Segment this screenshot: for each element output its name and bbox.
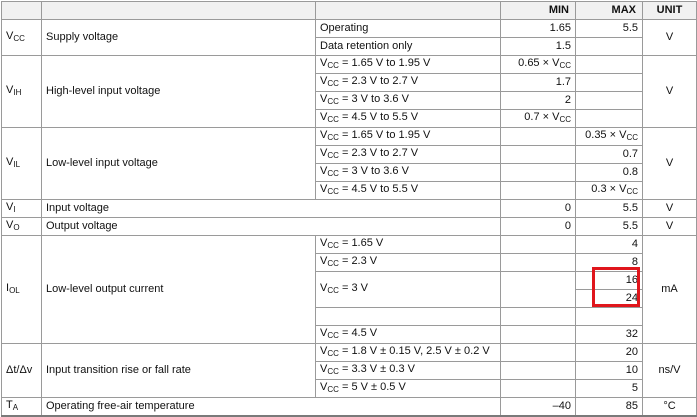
table-row	[2, 56, 697, 74]
dtdv-condition: $V_{CC} = 3.3$ V ± 0.3 V	[316, 362, 501, 380]
dtdv-min	[501, 380, 576, 398]
iol-min	[501, 254, 576, 272]
vil-condition: $V_{CC} = 4.5$ V to 5.5 V	[316, 182, 501, 200]
iol-condition: $V_{CC} = 3$ V	[316, 272, 501, 308]
vih-condition: $V_{CC} = 2.3$ V to 2.7 V	[316, 74, 501, 92]
vcc-symbol: $V_{CC}$	[2, 20, 42, 56]
vih-min: 1.7	[501, 74, 576, 92]
vcc-max: 5.5	[576, 20, 643, 38]
iol-max: 24	[576, 290, 643, 308]
vil-max: 0.7	[576, 146, 643, 164]
header-max: MAX	[576, 2, 643, 20]
iol-min	[501, 272, 576, 308]
header-parameter-cell	[42, 2, 316, 20]
vih-condition: $V_{CC} = 3$ V to 3.6 V	[316, 92, 501, 110]
vih-parameter: High-level input voltage	[42, 56, 316, 128]
ta-unit: °C	[643, 398, 697, 417]
vih-symbol: $V_{IH}$	[2, 56, 42, 128]
iol-min	[501, 236, 576, 254]
iol-symbol: $I_{OL}$	[2, 236, 42, 344]
dtdv-min	[501, 344, 576, 362]
vih-unit: V	[643, 56, 697, 128]
table-row	[2, 398, 697, 417]
table-row	[2, 128, 697, 146]
vi-unit: V	[643, 200, 697, 218]
iol-condition: $V_{CC} = 2.3$ V	[316, 254, 501, 272]
dtdv-max: 10	[576, 362, 643, 380]
vil-min	[501, 182, 576, 200]
vo-unit: V	[643, 218, 697, 236]
table-row	[2, 20, 697, 38]
table-row	[2, 200, 697, 218]
vih-min: $0.7 \times V_{CC}$	[501, 110, 576, 128]
iol-max	[576, 308, 643, 326]
vil-condition: $V_{CC} = 1.65$ V to 1.95 V	[316, 128, 501, 146]
header-symbol-cell	[2, 2, 42, 20]
dtdv-parameter: Input transition rise or fall rate	[42, 344, 316, 398]
vo-max: 5.5	[576, 218, 643, 236]
vcc-condition: Operating	[316, 20, 501, 38]
vih-max	[576, 56, 643, 74]
vi-min: 0	[501, 200, 576, 218]
iol-unit: mA	[643, 236, 697, 344]
vil-max: 0.8	[576, 164, 643, 182]
vil-condition: $V_{CC} = 3$ V to 3.6 V	[316, 164, 501, 182]
dtdv-symbol: Δt/Δv	[2, 344, 42, 398]
vcc-min: 1.65	[501, 20, 576, 38]
vil-unit: V	[643, 128, 697, 200]
vil-parameter: Low-level input voltage	[42, 128, 316, 200]
iol-condition	[316, 308, 501, 326]
dtdv-min	[501, 362, 576, 380]
vih-max	[576, 74, 643, 92]
ta-symbol: $T_A$	[2, 398, 42, 417]
table-row	[2, 218, 697, 236]
dtdv-unit: ns/V	[643, 344, 697, 398]
ta-parameter: Operating free-air temperature	[42, 398, 501, 417]
vo-min: 0	[501, 218, 576, 236]
vil-min	[501, 164, 576, 182]
table-row	[2, 236, 697, 254]
iol-max: 8	[576, 254, 643, 272]
vih-max	[576, 92, 643, 110]
vil-condition: $V_{CC} = 2.3$ V to 2.7 V	[316, 146, 501, 164]
iol-condition: $V_{CC} = 1.65$ V	[316, 236, 501, 254]
iol-min	[501, 326, 576, 344]
vi-max: 5.5	[576, 200, 643, 218]
recommended-operating-conditions-table	[1, 1, 697, 417]
vil-max: $0.35 \times V_{CC}$	[576, 128, 643, 146]
vil-min	[501, 146, 576, 164]
vil-max: $0.3 \times V_{CC}$	[576, 182, 643, 200]
header-unit: UNIT	[643, 2, 697, 20]
table-row	[2, 344, 697, 362]
vil-symbol: $V_{IL}$	[2, 128, 42, 200]
vih-min: $0.65 \times V_{CC}$	[501, 56, 576, 74]
vo-symbol: $V_O$	[2, 218, 42, 236]
ta-min: –40	[501, 398, 576, 417]
vcc-max	[576, 38, 643, 56]
iol-condition: $V_{CC} = 4.5$ V	[316, 326, 501, 344]
vcc-condition: Data retention only	[316, 38, 501, 56]
vih-condition: $V_{CC} = 4.5$ V to 5.5 V	[316, 110, 501, 128]
header-min: MIN	[501, 2, 576, 20]
iol-min	[501, 308, 576, 326]
vo-parameter: Output voltage	[42, 218, 501, 236]
vil-min	[501, 128, 576, 146]
dtdv-max: 20	[576, 344, 643, 362]
vcc-unit: V	[643, 20, 697, 56]
dtdv-condition: $V_{CC} = 5$ V ± 0.5 V	[316, 380, 501, 398]
header-condition-cell	[316, 2, 501, 20]
vih-min: 2	[501, 92, 576, 110]
ta-max: 85	[576, 398, 643, 417]
vcc-parameter: Supply voltage	[42, 20, 316, 56]
vih-condition: $V_{CC} = 1.65$ V to 1.95 V	[316, 56, 501, 74]
header-row	[2, 2, 697, 20]
vcc-min: 1.5	[501, 38, 576, 56]
dtdv-max: 5	[576, 380, 643, 398]
iol-max: 32	[576, 326, 643, 344]
iol-max: 16	[576, 272, 643, 290]
iol-max: 4	[576, 236, 643, 254]
dtdv-condition: $V_{CC} = 1.8$ V ± 0.15 V, 2.5 V ± 0.2 V	[316, 344, 501, 362]
vih-max	[576, 110, 643, 128]
vi-parameter: Input voltage	[42, 200, 501, 218]
vi-symbol: $V_I$	[2, 200, 42, 218]
iol-parameter: Low-level output current	[42, 236, 316, 344]
